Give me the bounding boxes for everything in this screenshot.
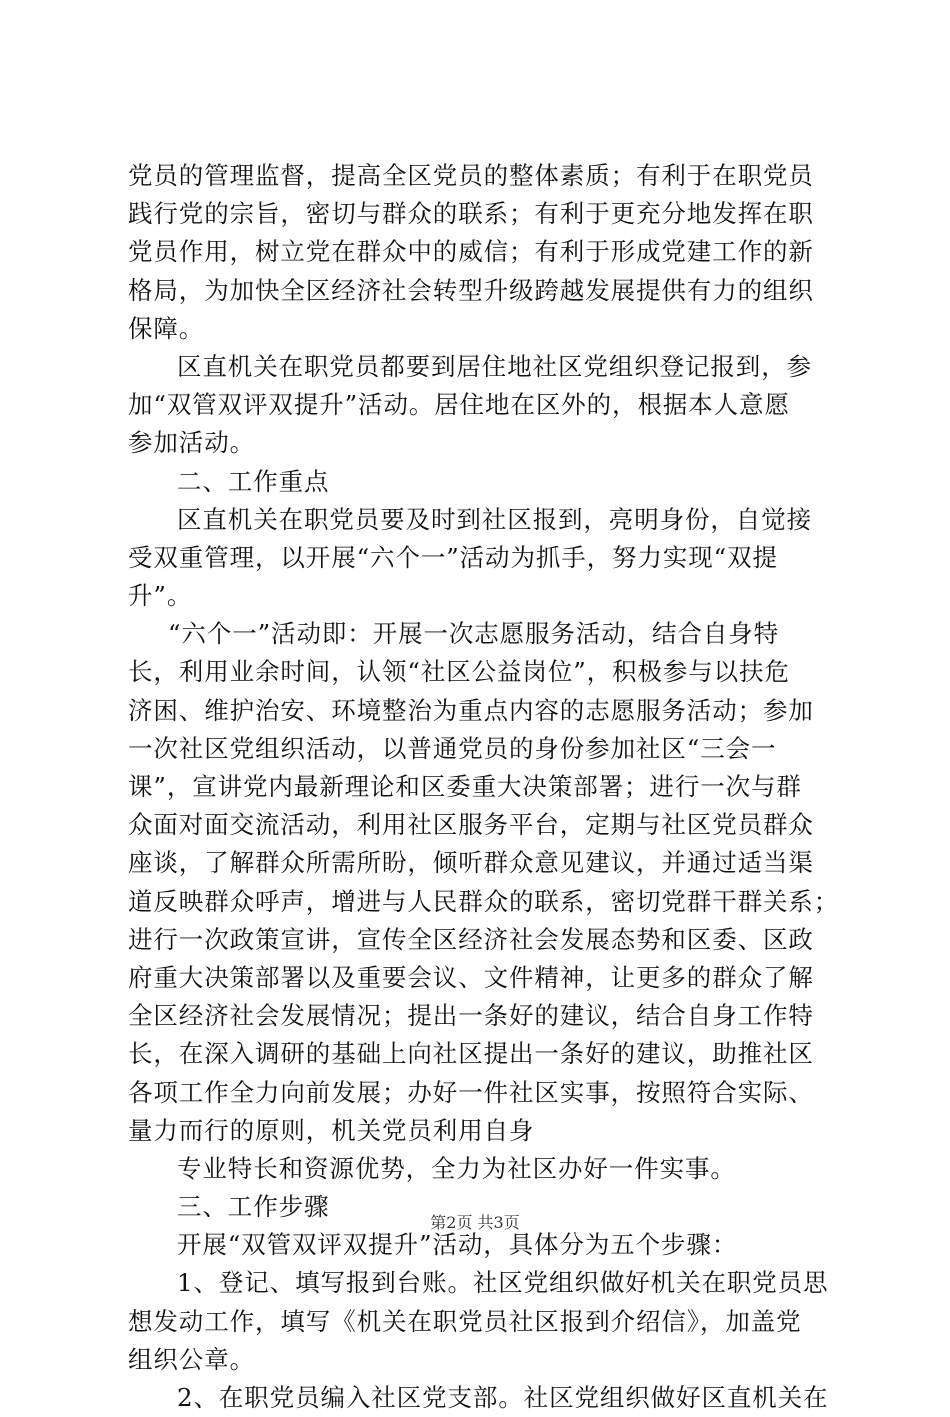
body-line: 府重大决策部署以及重要会议、文件精神，让更多的群众了解	[128, 962, 814, 992]
body-line: 一次社区党组织活动，以普通党员的身份参加社区“三会一	[128, 733, 777, 763]
paragraph-first-line: “六个一”活动即：开展一次志愿服务活动，结合自身特	[168, 619, 780, 649]
section-heading: 二、工作重点	[177, 466, 330, 496]
body-line: 想发动工作，填写《机关在职党员社区报到介绍信》，加盖党	[128, 1306, 802, 1336]
body-line: 参加活动。	[128, 428, 255, 458]
body-line: 长，在深入调研的基础上向社区提出一条好的建议，助推社区	[128, 1039, 814, 1069]
body-line: 加“双管双评双提升”活动。居住地在区外的，根据本人意愿	[128, 390, 790, 420]
paragraph-first-line: 区直机关在职党员要及时到社区报到，亮明身份，自觉接	[177, 504, 812, 534]
body-line: 党员作用，树立党在群众中的威信；有利于形成党建工作的新	[128, 237, 814, 267]
body-line: 进行一次政策宣讲，宣传全区经济社会发展态势和区委、区政	[128, 924, 814, 954]
body-line: 格局，为加快全区经济社会转型升级跨越发展提供有力的组织	[128, 275, 814, 305]
body-line: 组织公章。	[128, 1344, 255, 1374]
body-line: 道反映群众呼声，增进与人民群众的联系，密切党群干群关系；	[128, 886, 840, 916]
body-line: 党员的管理监督，提高全区党员的整体素质；有利于在职党员	[128, 161, 814, 190]
paragraph-first-line: 1、登记、填写报到台账。社区党组织做好机关在职党员思	[177, 1268, 829, 1298]
paragraph-first-line: 开展“双管双评双提升”活动，具体分为五个步骤：	[177, 1230, 738, 1260]
page-number-footer: 第2页 共3页	[430, 1213, 520, 1232]
paragraph-first-line: 2、在职党员编入社区党支部。社区党组织做好区直机关在	[177, 1383, 829, 1412]
body-line: 践行党的宗旨，密切与群众的联系；有利于更充分地发挥在职	[128, 199, 814, 229]
body-line: 全区经济社会发展情况；提出一条好的建议，结合自身工作特	[128, 1001, 814, 1031]
body-line: 课”，宣讲党内最新理论和区委重大决策部署；进行一次与群	[128, 772, 802, 801]
body-line: 各项工作全力向前发展；办好一件社区实事，按照符合实际、	[128, 1077, 814, 1107]
body-line: 众面对面交流活动，利用社区服务平台，定期与社区党员群众	[128, 810, 814, 840]
paragraph-first-line: 区直机关在职党员都要到居住地社区党组织登记报到，参	[177, 351, 812, 381]
body-line: 济困、维护治安、环境整治为重点内容的志愿服务活动；参加	[128, 695, 814, 725]
body-line: 量力而行的原则，机关党员利用自身	[128, 1115, 535, 1145]
section-heading: 三、工作步骤	[177, 1192, 330, 1222]
body-line: 受双重管理，以开展“六个一”活动为抓手，努力实现“双提	[128, 542, 778, 572]
body-line: 保障。	[128, 313, 205, 343]
body-line: 长，利用业余时间，认领“社区公益岗位”，积极参与以扶危	[128, 657, 790, 687]
paragraph-first-line: 专业特长和资源优势，全力为社区办好一件实事。	[177, 1153, 736, 1183]
body-line: 座谈，了解群众所需所盼，倾听群众意见建议，并通过适当渠	[128, 848, 814, 878]
body-line: 升”。	[128, 581, 193, 611]
